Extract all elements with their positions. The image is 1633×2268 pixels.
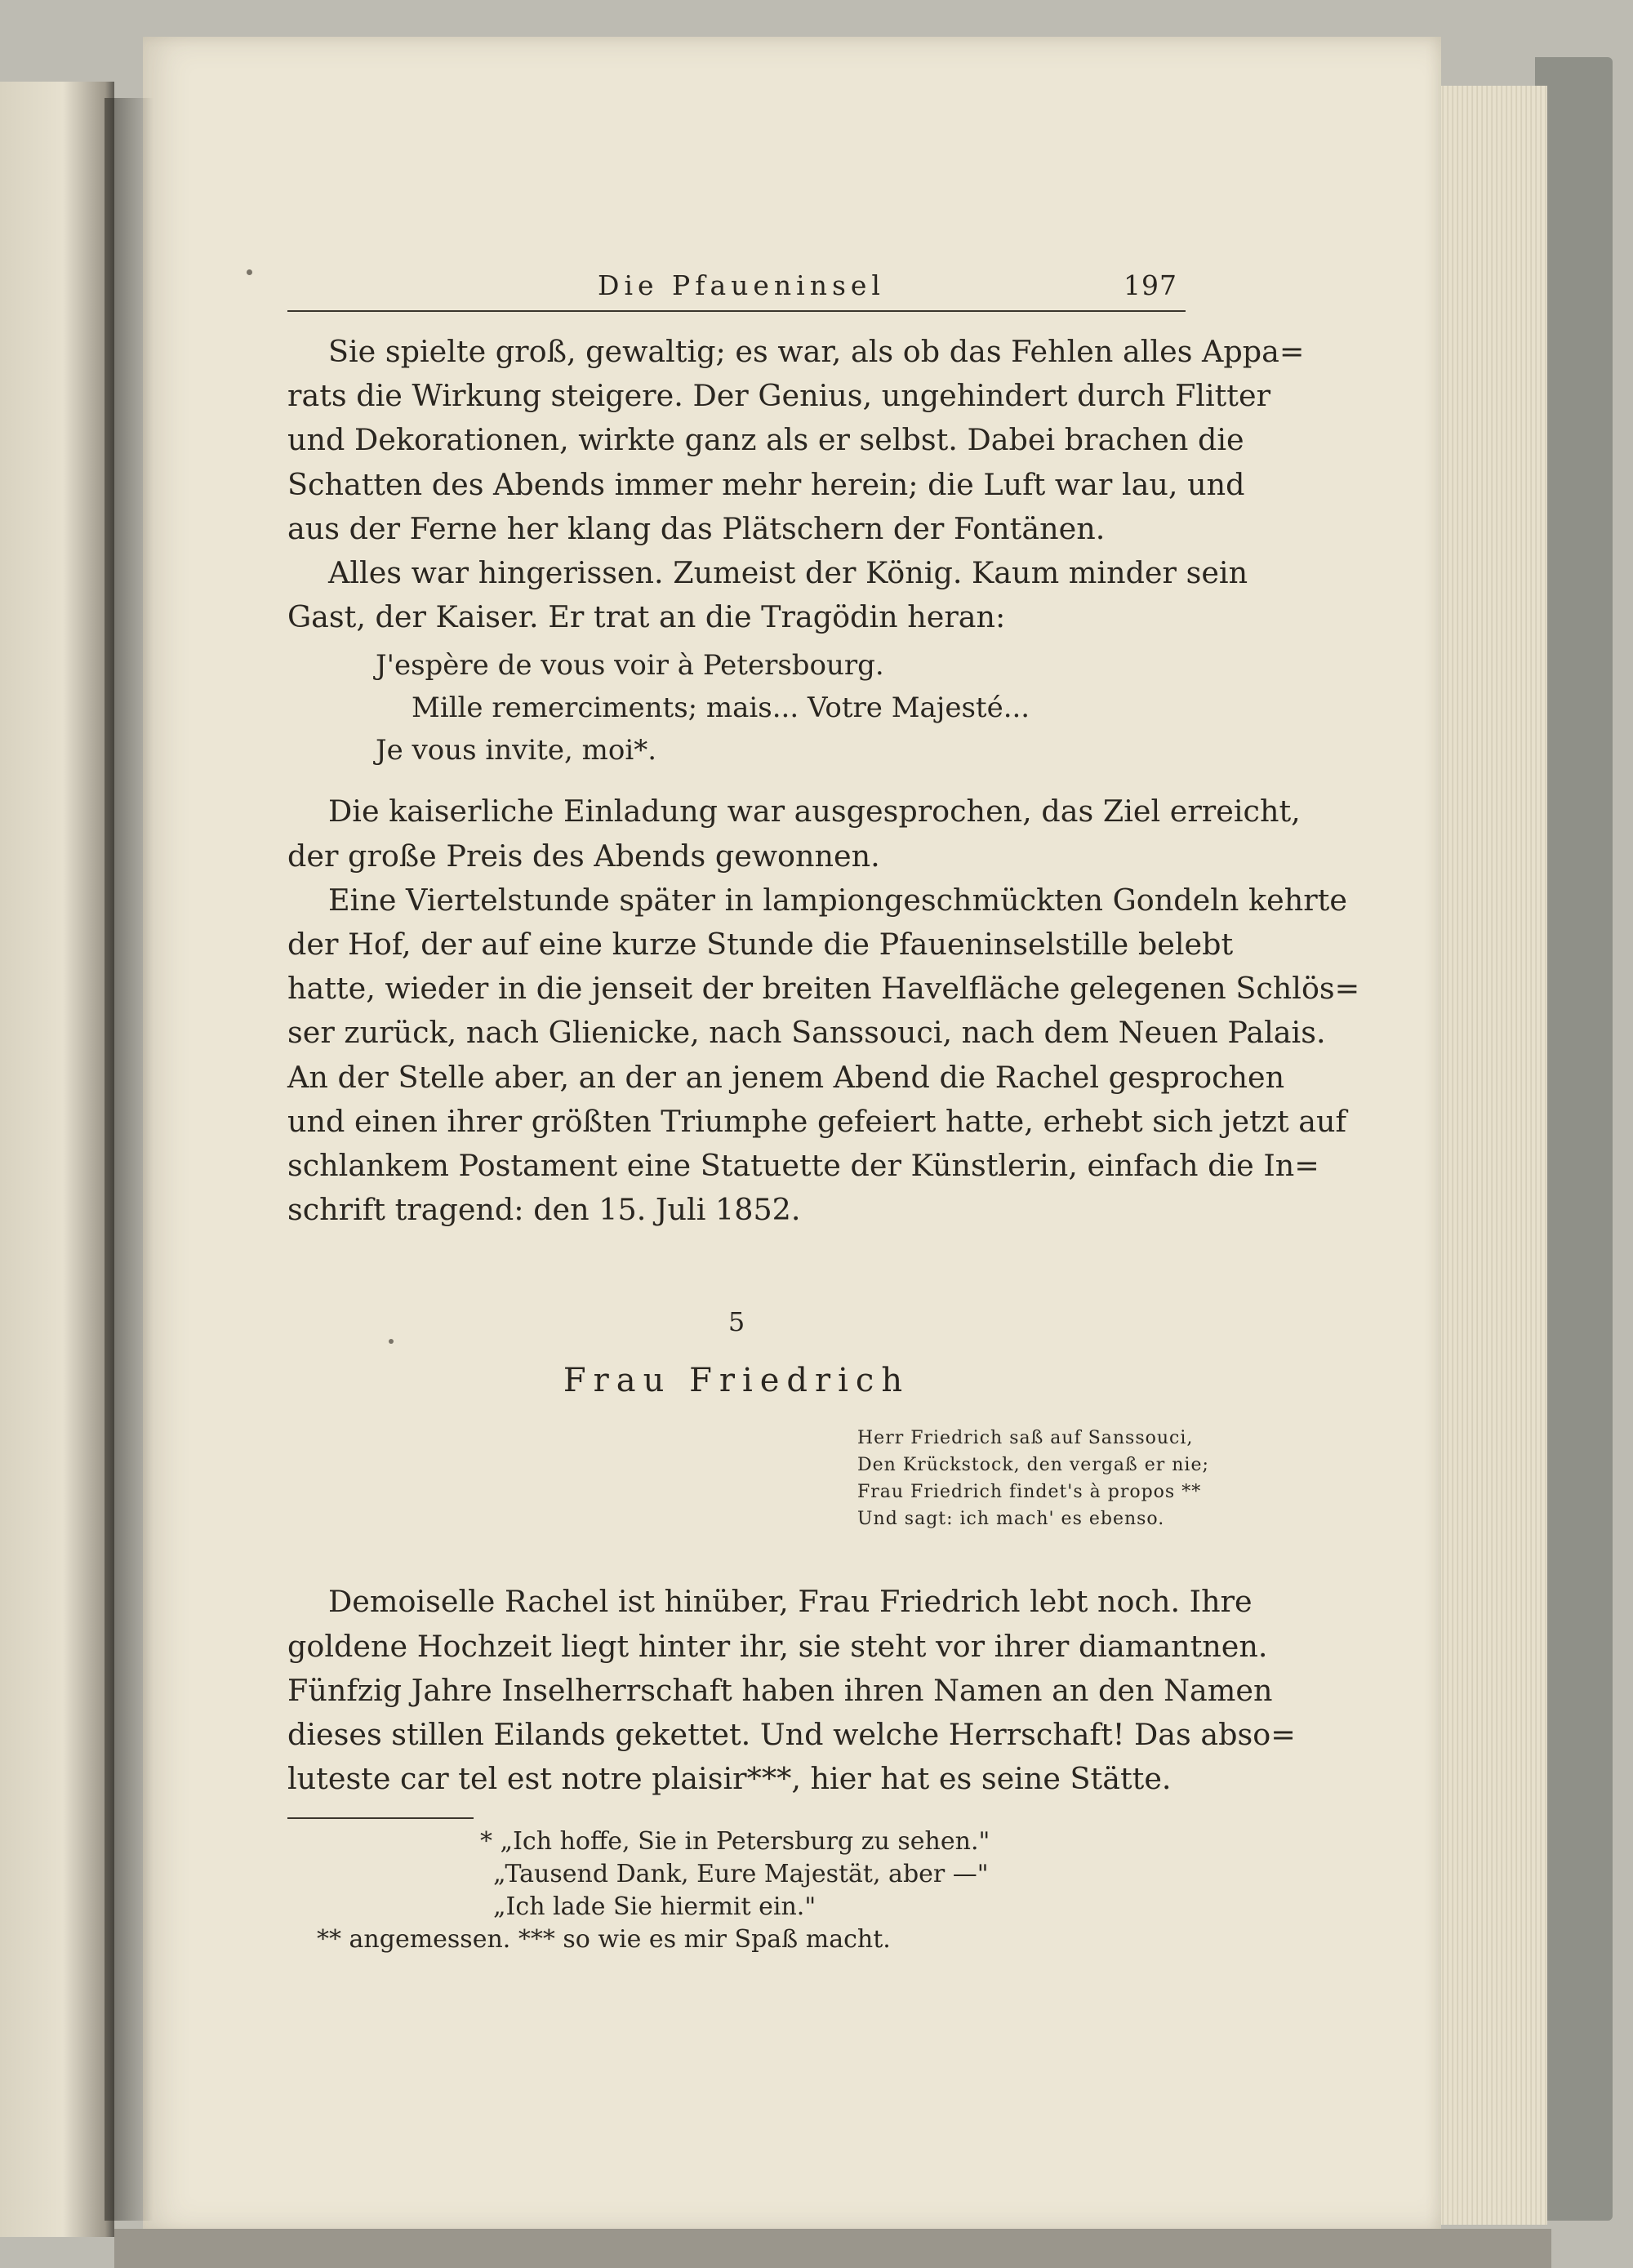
paragraph-3 (287, 789, 1301, 878)
text-line: hatte, wieder in die jenseit der breiten Havelfläche gelegenen Schlös= (287, 971, 1360, 1007)
paragraph-2 (287, 551, 1248, 639)
book-bottom-edge (114, 2229, 1551, 2268)
paragraph-1 (287, 330, 1305, 551)
text-line: dieses stillen Eilands gekettet. Und welche Herrschaft! Das abso= (287, 1717, 1296, 1753)
text-line: Eine Viertelstunde später in lampiongeschmückten Gondeln kehrte (328, 882, 1347, 918)
page-number: 197 (1124, 269, 1177, 301)
epigraph-verse (857, 1425, 1209, 1532)
text-line: ser zurück, nach Glienicke, nach Sanssouci, nach dem Neuen Palais. (287, 1015, 1326, 1051)
footnote-rule (287, 1817, 474, 1819)
paragraph-4 (287, 878, 1360, 1233)
footnotes (287, 1826, 1186, 1956)
quote-line: J'espère de vous voir à Petersbourg. (376, 649, 884, 683)
epigraph-line: Frau Friedrich findet's à propos ** (857, 1482, 1202, 1503)
page-content (287, 263, 1360, 1956)
spine-shadow (105, 98, 154, 2221)
text-line: schrift tragend: den 15. Juli 1852. (287, 1192, 801, 1228)
text-line: und Dekorationen, wirkte ganz als er selbst. Dabei brachen die (287, 422, 1244, 458)
page-speck (247, 269, 252, 275)
epigraph-line: Und sagt: ich mach' es ebenso. (857, 1509, 1165, 1530)
text-line: Alles war hingerissen. Zumeist der König. Kaum minder sein (328, 555, 1248, 591)
text-line: Gast, der Kaiser. Er trat an die Tragödin heran: (287, 599, 1006, 635)
text-line: luteste car tel est notre plaisir***, hier hat es seine Stätte. (287, 1761, 1172, 1797)
french-dialogue (287, 644, 1186, 772)
text-line: Fünfzig Jahre Inselherrschaft haben ihren Namen an den Namen (287, 1672, 1273, 1708)
quote-line: Mille remerciments; mais... Votre Majesté... (412, 692, 1030, 725)
text-line: An der Stelle aber, an der an jenem Abend die Rachel gesprochen (287, 1059, 1285, 1095)
text-line: rats die Wirkung steigere. Der Genius, ungehindert durch Flitter (287, 378, 1271, 414)
footnote-line: „Tausend Dank, Eure Majestät, aber —" (493, 1860, 989, 1889)
epigraph-line: Den Krückstock, den vergaß er nie; (857, 1455, 1209, 1476)
text-line: der große Preis des Abends gewonnen. (287, 838, 880, 874)
left-page-edge (0, 82, 114, 2237)
text-line: und einen ihrer größten Triumphe gefeiert hatte, erhebt sich jetzt auf (287, 1103, 1347, 1139)
page-block-edges (1425, 86, 1547, 2225)
quote-line: Je vous invite, moi*. (376, 734, 657, 767)
text-line: goldene Hochzeit liegt hinter ihr, sie steht vor ihrer diamantnen. (287, 1628, 1268, 1664)
running-head (287, 263, 1186, 312)
footnote-line: ** angemessen. *** so wie es mir Spaß macht. (317, 1925, 891, 1954)
text-line: schlankem Postament eine Statuette der Künstlerin, einfach die In= (287, 1148, 1319, 1184)
paragraph-5 (287, 1580, 1296, 1801)
text-line: Demoiselle Rachel ist hinüber, Frau Friedrich lebt noch. Ihre (328, 1584, 1253, 1620)
text-line: der Hof, der auf eine kurze Stunde die Pfaueninselstille belebt (287, 927, 1234, 963)
section-number: 5 (728, 1306, 745, 1338)
text-line: Die kaiserliche Einladung war ausgesprochen, das Ziel erreicht, (328, 794, 1301, 829)
text-line: aus der Ferne her klang das Plätschern der Fontänen. (287, 510, 1106, 546)
section-title: Frau Friedrich (563, 1362, 910, 1400)
footnote-line: „Ich lade Sie hiermit ein." (493, 1892, 816, 1922)
footnote-line: * „Ich hoffe, Sie in Petersburg zu sehen." (480, 1827, 990, 1857)
epigraph-line: Herr Friedrich saß auf Sanssouci, (857, 1428, 1194, 1449)
running-head-title: Die Pfaueninsel (598, 269, 885, 301)
text-line: Schatten des Abends immer mehr herein; die Luft war lau, und (287, 466, 1245, 502)
text-line: Sie spielte groß, gewaltig; es war, als ob das Fehlen alles Appa= (328, 334, 1305, 369)
